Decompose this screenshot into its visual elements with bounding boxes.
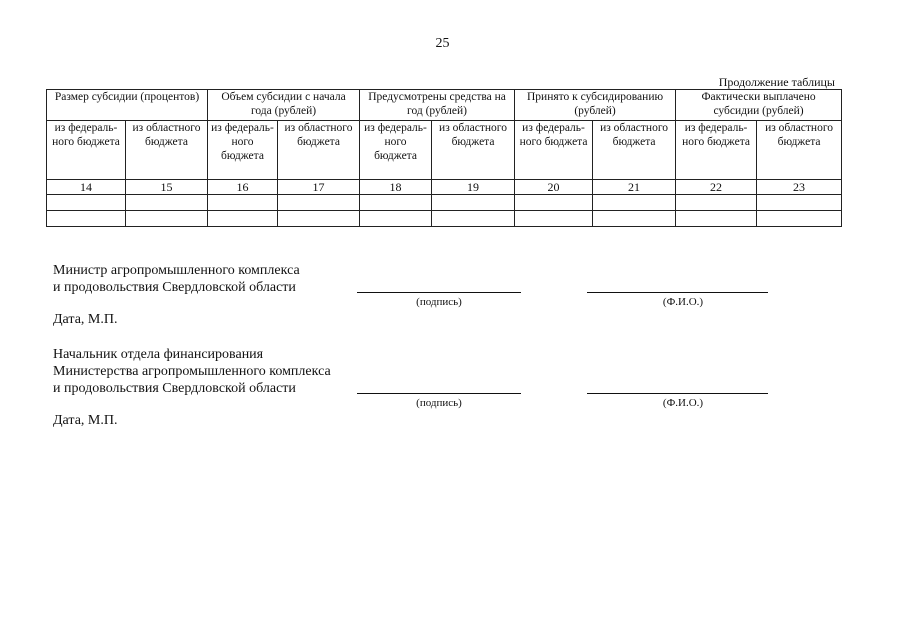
column-number: 14	[47, 180, 126, 195]
group-header-accepted: Принято к субсидированию (рублей)	[515, 90, 676, 121]
minister-signature-caption: (подпись)	[416, 296, 462, 308]
group-header-subsidy-size: Размер субсидии (процентов)	[47, 90, 208, 121]
signatory-title-line: и продовольствия Свердловской области	[53, 381, 296, 396]
signatory-title-line: Министерства агропромышленного комплекса	[53, 364, 331, 379]
finance-head-signature-caption: (подпись)	[416, 397, 462, 409]
group-header-actually-paid: Фактически выплачено субсидии (рублей)	[676, 90, 842, 121]
group-header-subsidy-volume: Объем субсидии с начала года (рублей)	[208, 90, 360, 121]
subheader-cell: из федераль-ного бюджета	[676, 121, 757, 180]
group-header-funds-planned: Предусмотрены средства на год (рублей)	[360, 90, 515, 121]
column-number: 20	[515, 180, 593, 195]
column-number: 19	[432, 180, 515, 195]
finance-head-name-caption: (Ф.И.О.)	[662, 397, 704, 409]
table-cell	[278, 211, 360, 227]
finance-head-name-line	[587, 393, 768, 394]
table-cell	[47, 211, 126, 227]
signatory-title-line: Министр агропромышленного комплекса	[53, 263, 300, 278]
subheader-cell: из областного бюджета	[432, 121, 515, 180]
table-cell	[676, 211, 757, 227]
table-cell	[432, 195, 515, 211]
subheader-cell: из федераль-ного бюджета	[47, 121, 126, 180]
column-number-row	[47, 180, 842, 195]
minister-signature-line	[357, 292, 521, 293]
column-number: 23	[757, 180, 842, 195]
table-cell	[278, 195, 360, 211]
minister-name-line	[587, 292, 768, 293]
table-cell	[515, 211, 593, 227]
signatory-title-line: Начальник отдела финансирования	[53, 347, 264, 362]
column-number: 15	[126, 180, 208, 195]
finance-head-title	[53, 346, 331, 397]
subheader-cell: из областного бюджета	[757, 121, 842, 180]
page-number: 25	[435, 36, 450, 51]
table-cell	[432, 211, 515, 227]
table-cell	[360, 211, 432, 227]
table-cell	[515, 195, 593, 211]
table-row	[47, 195, 842, 211]
table-cell	[593, 195, 676, 211]
table-cell	[126, 195, 208, 211]
minister-date-label: Дата, М.П.	[53, 312, 118, 327]
table-cell	[126, 211, 208, 227]
column-number: 21	[593, 180, 676, 195]
column-number: 17	[278, 180, 360, 195]
table-cell	[593, 211, 676, 227]
subheader-cell: из федераль-ного бюджета	[208, 121, 278, 180]
column-number: 18	[360, 180, 432, 195]
subheader-cell: из областного бюджета	[593, 121, 676, 180]
subheader-cell: из областного бюджета	[126, 121, 208, 180]
finance-head-signature-line	[357, 393, 521, 394]
table-cell	[47, 195, 126, 211]
subheader-cell: из областного бюджета	[278, 121, 360, 180]
finance-head-date-label: Дата, М.П.	[53, 413, 118, 428]
table-group-header-row	[47, 90, 842, 121]
table-cell	[757, 211, 842, 227]
continuation-label: Продолжение таблицы	[718, 75, 835, 89]
subheader-cell: из федераль-ного бюджета	[515, 121, 593, 180]
column-number: 22	[676, 180, 757, 195]
table-cell	[676, 195, 757, 211]
signatory-title-line: и продовольствия Свердловской области	[53, 280, 296, 295]
minister-title	[53, 262, 300, 296]
table-cell	[208, 211, 278, 227]
table-row	[47, 211, 842, 227]
table-cell	[757, 195, 842, 211]
column-number: 16	[208, 180, 278, 195]
subheader-cell: из федераль-ного бюджета	[360, 121, 432, 180]
table-subheader-row	[47, 121, 842, 180]
table-cell	[208, 195, 278, 211]
table-cell	[360, 195, 432, 211]
minister-name-caption: (Ф.И.О.)	[662, 296, 704, 308]
subsidy-table	[46, 89, 842, 227]
